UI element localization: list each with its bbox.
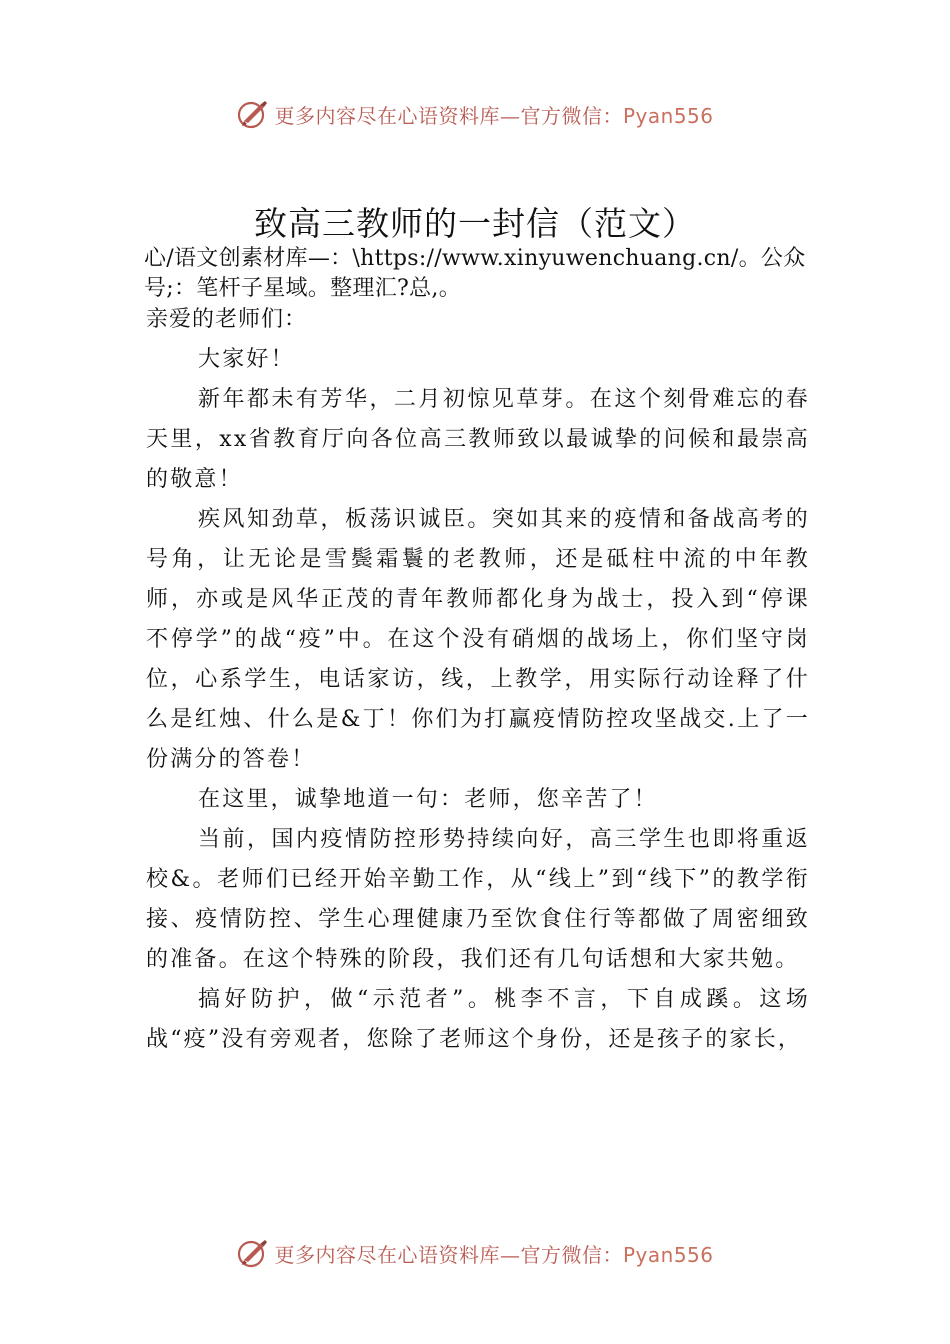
- watermark-text: 更多内容尽在心语资料库—官方微信：Pyan556: [274, 103, 714, 128]
- paragraph: 新年都未有芳华，二月初惊见草芽。在这个刻骨难忘的春天里，xx省教育厅向各位高三教师致以最诚挚的问候和最崇高的敬意！: [146, 387, 810, 492]
- paragraph: 当前，国内疫情防控形势持续向好，高三学生也即将重返校&。老师们已经开始辛勤工作，从“线上”到“线下”的教学衔接、疫情防控、学生心理健康乃至饮食住行等都做了周密细致的准备。在这个特殊的阶段，我们还有几句话想和大家共勉。: [146, 827, 810, 972]
- document-title: 致高三教师的一封信（范文）: [254, 204, 696, 243]
- paragraph: 在这里，诚挚地道一句：老师，您辛苦了！: [198, 787, 658, 812]
- paragraph-greeting: 大家好！: [198, 347, 295, 372]
- letter-body: [146, 340, 810, 1060]
- watermark-banner-bottom: [0, 1233, 950, 1273]
- source-line: 心/语文创素材库—：\https://www.xinyuwenchuang.cn/。公众号;：笔杆子星域。整理汇?总,。: [144, 246, 806, 301]
- pen-logo-icon: [236, 97, 270, 131]
- pen-logo-icon: [236, 1236, 270, 1270]
- paragraph: 搞好防护，做“示范者”。桃李不言，下自成蹊。这场战“疫”没有旁观者，您除了老师这个身份，还是孩子的家长，: [146, 987, 810, 1052]
- salutation: 亲爱的老师们：: [146, 307, 308, 332]
- paragraph: 疾风知劲草，板荡识诚臣。突如其来的疫情和备战高考的号角，让无论是雪鬓霜鬟的老教师，还是砥柱中流的中年教师，亦或是风华正茂的青年教师都化身为战士，投入到“停课不停学”的战“疫”中。在这个没有硝烟的战场上，你们坚守岗位，心系学生，电话家访，线，上教学，用实际行动诠释了什么是红烛、什么是&丁！你们为打赢疫情防控攻坚战交.上了一份满分的答卷！: [146, 507, 810, 772]
- watermark-text: 更多内容尽在心语资料库—官方微信：Pyan556: [274, 1242, 714, 1267]
- watermark-banner-top: [0, 94, 950, 134]
